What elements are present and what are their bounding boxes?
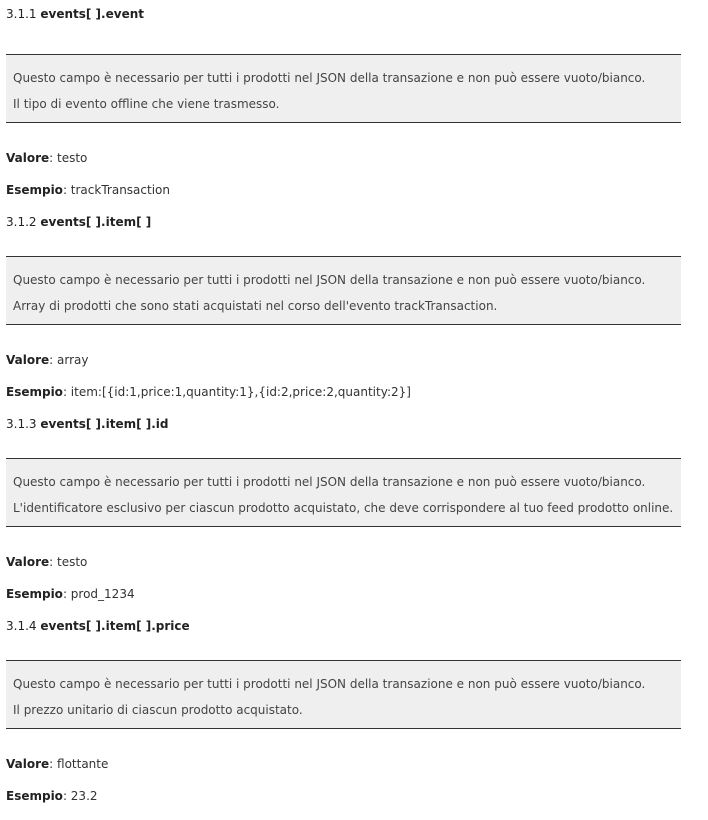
field-section bbox=[6, 618, 681, 820]
example-text: 23.2 bbox=[70, 789, 98, 803]
value-label: Valore bbox=[6, 757, 50, 771]
example-label: Esempio bbox=[6, 385, 63, 399]
field-name: events[ ].item[ ].id bbox=[40, 417, 169, 431]
description-text: Array di prodotti che sono stati acquistati nel corso dell'evento trackTransaction. bbox=[13, 299, 498, 313]
value-text: array bbox=[57, 353, 89, 367]
example-label: Esempio bbox=[6, 587, 63, 601]
value-text: testo bbox=[57, 555, 88, 569]
required-note-text: Questo campo è necessario per tutti i prodotti nel JSON della transazione e non può essere vuoto/bianco. bbox=[13, 71, 646, 85]
description-text: Il prezzo unitario di ciascun prodotto acquistato. bbox=[13, 703, 303, 717]
documentation-content bbox=[6, 0, 681, 820]
section-heading bbox=[6, 0, 681, 28]
section-number: 3.1.2 bbox=[6, 215, 37, 229]
value-row: Valore: array bbox=[6, 353, 89, 367]
field-name: events[ ].item[ ] bbox=[40, 215, 152, 229]
section-number: 3.1.3 bbox=[6, 417, 37, 431]
requirement-note bbox=[6, 54, 681, 123]
example-row: Esempio: trackTransaction bbox=[6, 183, 170, 197]
field-name: events[ ].item[ ].price bbox=[40, 619, 190, 633]
value-label: Valore bbox=[6, 151, 50, 165]
example-text: prod_1234 bbox=[70, 587, 135, 601]
description-text: L'identificatore esclusivo per ciascun prodotto acquistato, che deve corrispondere al tuo feed prodotto online. bbox=[13, 501, 674, 515]
value-label: Valore bbox=[6, 555, 50, 569]
field-section bbox=[6, 416, 681, 618]
required-note-text: Questo campo è necessario per tutti i prodotti nel JSON della transazione e non può essere vuoto/bianco. bbox=[13, 677, 646, 691]
section-number: 3.1.1 bbox=[6, 7, 37, 21]
value-row: Valore: testo bbox=[6, 151, 88, 165]
example-row: Esempio: 23.2 bbox=[6, 789, 98, 803]
field-name: events[ ].event bbox=[40, 7, 144, 21]
example-text: item:[{id:1,price:1,quantity:1},{id:2,price:2,quantity:2}] bbox=[70, 385, 411, 399]
field-section bbox=[6, 0, 681, 214]
example-row: Esempio: prod_1234 bbox=[6, 587, 135, 601]
section-heading bbox=[6, 416, 681, 438]
example-row: Esempio: item:[{id:1,price:1,quantity:1},{id:2,price:2,quantity:2}] bbox=[6, 385, 411, 399]
example-label: Esempio bbox=[6, 789, 63, 803]
value-row: Valore: flottante bbox=[6, 757, 109, 771]
description-text: Il tipo di evento offline che viene trasmesso. bbox=[13, 97, 280, 111]
value-label: Valore bbox=[6, 353, 50, 367]
value-text: flottante bbox=[57, 757, 109, 771]
requirement-note bbox=[6, 660, 681, 729]
section-heading bbox=[6, 214, 681, 236]
section-heading bbox=[6, 618, 681, 640]
requirement-note bbox=[6, 256, 681, 325]
required-note-text: Questo campo è necessario per tutti i prodotti nel JSON della transazione e non può essere vuoto/bianco. bbox=[13, 273, 646, 287]
field-section bbox=[6, 214, 681, 416]
value-row: Valore: testo bbox=[6, 555, 88, 569]
required-note-text: Questo campo è necessario per tutti i prodotti nel JSON della transazione e non può essere vuoto/bianco. bbox=[13, 475, 646, 489]
value-text: testo bbox=[57, 151, 88, 165]
example-text: trackTransaction bbox=[70, 183, 170, 197]
section-number: 3.1.4 bbox=[6, 619, 37, 633]
example-label: Esempio bbox=[6, 183, 63, 197]
requirement-note bbox=[6, 458, 681, 527]
